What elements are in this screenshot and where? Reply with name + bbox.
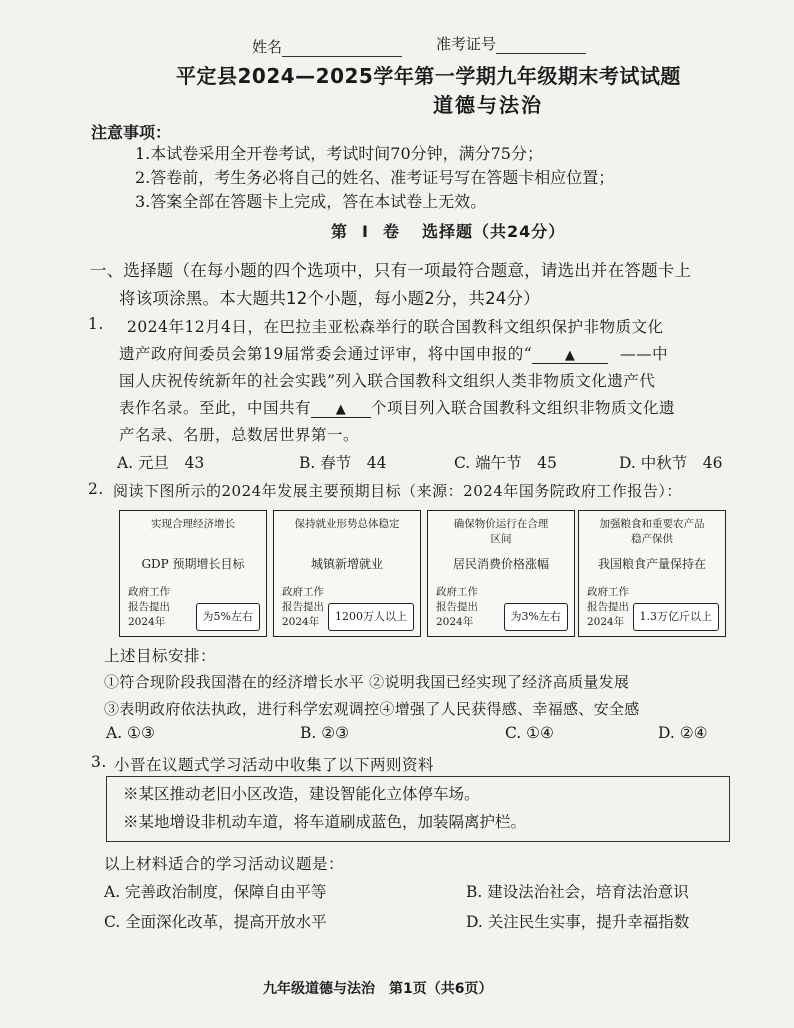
goal-card-desc: 城镇新增就业: [310, 557, 383, 571]
exam-title: 平定县2024—2025学年第一学期九年级期末考试试题: [176, 64, 681, 88]
goal-card-title: 加强粮食和重要农产品 稳产保供: [599, 518, 705, 545]
part1-line2: 将该项涂黑。本大题共12个小题，每小题2分，共24分）: [119, 289, 540, 308]
q3-option-a: A. 完善政治制度，保障自由平等: [104, 883, 327, 901]
q1-line5: 产名录、名册，总数居世界第一。: [119, 426, 360, 444]
exam-id-line: [496, 39, 586, 54]
name-line: [282, 42, 402, 57]
goal-card-gov: 政府工作 报告提出 2024年: [282, 586, 324, 628]
q2-statements-2: ③表明政府依法执政，进行科学宏观调控④增强了人民获得感、幸福感、安全感: [104, 700, 640, 718]
goal-card-economy: [119, 510, 267, 637]
q1-number: 1.: [88, 315, 104, 333]
goal-card-gov: 政府工作 报告提出 2024年: [587, 586, 629, 628]
section-title: 第 Ⅰ 卷 选择题（共24分）: [331, 222, 566, 241]
q1-line3: 国人庆祝传统新年的社会实践”列入联合国教科文组织人类非物质文化遗产代: [119, 372, 656, 390]
goal-card-gov: 政府工作 报告提出 2024年: [436, 586, 478, 628]
q2-option-c: C. ①④: [505, 724, 554, 742]
notice-item-3: 3.答案全部在答题卡上完成，答在本试卷上无效。: [135, 192, 487, 211]
goal-card-value: 为3%左右: [504, 603, 568, 631]
goal-card-title: 确保物价运行在合理 区间: [453, 518, 549, 545]
q3-material-2: ※某地增设非机动车道，将车道刷成蓝色，加装隔离护栏。: [123, 813, 527, 831]
q2-option-d: D. ②④: [658, 724, 708, 742]
name-field: [252, 36, 402, 57]
q3-material-box: [106, 776, 730, 842]
q1-blank-1: ▲: [532, 349, 608, 364]
q2-option-b: B. ②③: [300, 724, 350, 742]
goal-card-prices: [427, 510, 575, 637]
goal-card-desc: 居民消费价格涨幅: [452, 557, 549, 571]
notice-item-1: 1.本试卷采用全开卷考试，考试时间70分钟，满分75分；: [135, 144, 543, 163]
goal-card-value: 1200万人以上: [328, 603, 414, 631]
q1-line1: 2024年12月4日，在巴拉圭亚松森举行的联合国教科文组织保护非物质文化: [127, 318, 664, 336]
q1-option-a: A. 元旦 43: [117, 454, 205, 472]
goal-card-title: 实现合理经济增长: [151, 518, 235, 530]
q1-option-d: D. 中秋节 46: [619, 454, 723, 472]
q3-option-b: B. 建设法治社会，培育法治意识: [466, 883, 689, 901]
part1-line1: 一、选择题（在每小题的四个选项中，只有一项最符合题意，请选出并在答题卡上: [90, 261, 692, 280]
notice-item-2: 2.答卷前，考生务必将自己的姓名、准考证号写在答题卡相应位置；: [135, 168, 615, 187]
q3-material-1: ※某区推动老旧小区改造，建设智能化立体停车场。: [123, 785, 480, 803]
name-label: 姓名: [252, 38, 283, 56]
q3-stem: 小晋在议题式学习活动中收集了以下两则资料: [114, 756, 435, 774]
q3-lead: 以上材料适合的学习活动议题是：: [104, 855, 345, 873]
q1-blank-2: ▲: [311, 403, 371, 418]
notice-title: 注意事项：: [91, 123, 172, 142]
q2-option-a: A. ①③: [106, 724, 155, 742]
exam-id-label: 准考证号: [436, 35, 497, 53]
q2-statements-1: ①符合现阶段我国潜在的经济增长水平 ②说明我国已经实现了经济高质量发展: [104, 673, 630, 691]
goal-card-employment: [273, 510, 421, 637]
goal-card-value: 为5%左右: [196, 603, 260, 631]
q3-number: 3.: [91, 753, 107, 771]
q1-option-b: B. 春节 44: [299, 454, 387, 472]
q1-option-c: C. 端午节 45: [454, 454, 557, 472]
goal-card-desc: GDP 预期增长目标: [141, 557, 245, 571]
goal-card-title: 保持就业形势总体稳定: [294, 518, 400, 530]
page-footer: 九年级道德与法治 第1页（共6页）: [263, 981, 493, 997]
q3-option-c: C. 全面深化改革，提高开放水平: [104, 913, 327, 931]
goal-card-gov: 政府工作 报告提出 2024年: [128, 586, 170, 628]
q2-number: 2.: [88, 480, 104, 498]
q2-stem: 阅读下图所示的2024年发展主要预期目标（来源：2024年国务院政府工作报告）：: [113, 482, 682, 500]
q1-line4: 表作名录。至此，中国共有 ▲ 个项目列入联合国教科文组织非物质文化遗: [119, 399, 676, 417]
q3-option-d: D. 关注民生实事，提升幸福指数: [466, 913, 690, 931]
subject-title: 道德与法治: [433, 93, 543, 117]
goal-card-desc: 我国粮食产量保持在: [597, 557, 706, 571]
goal-card-grain: [578, 510, 726, 637]
goal-card-value: 1.3万亿斤以上: [633, 603, 720, 631]
exam-id-field: [436, 33, 586, 54]
q1-line2: 遗产政府间委员会第19届常委会通过评审，将中国申报的“ ▲ ——中: [119, 345, 669, 363]
q2-lead: 上述目标安排：: [104, 647, 217, 665]
